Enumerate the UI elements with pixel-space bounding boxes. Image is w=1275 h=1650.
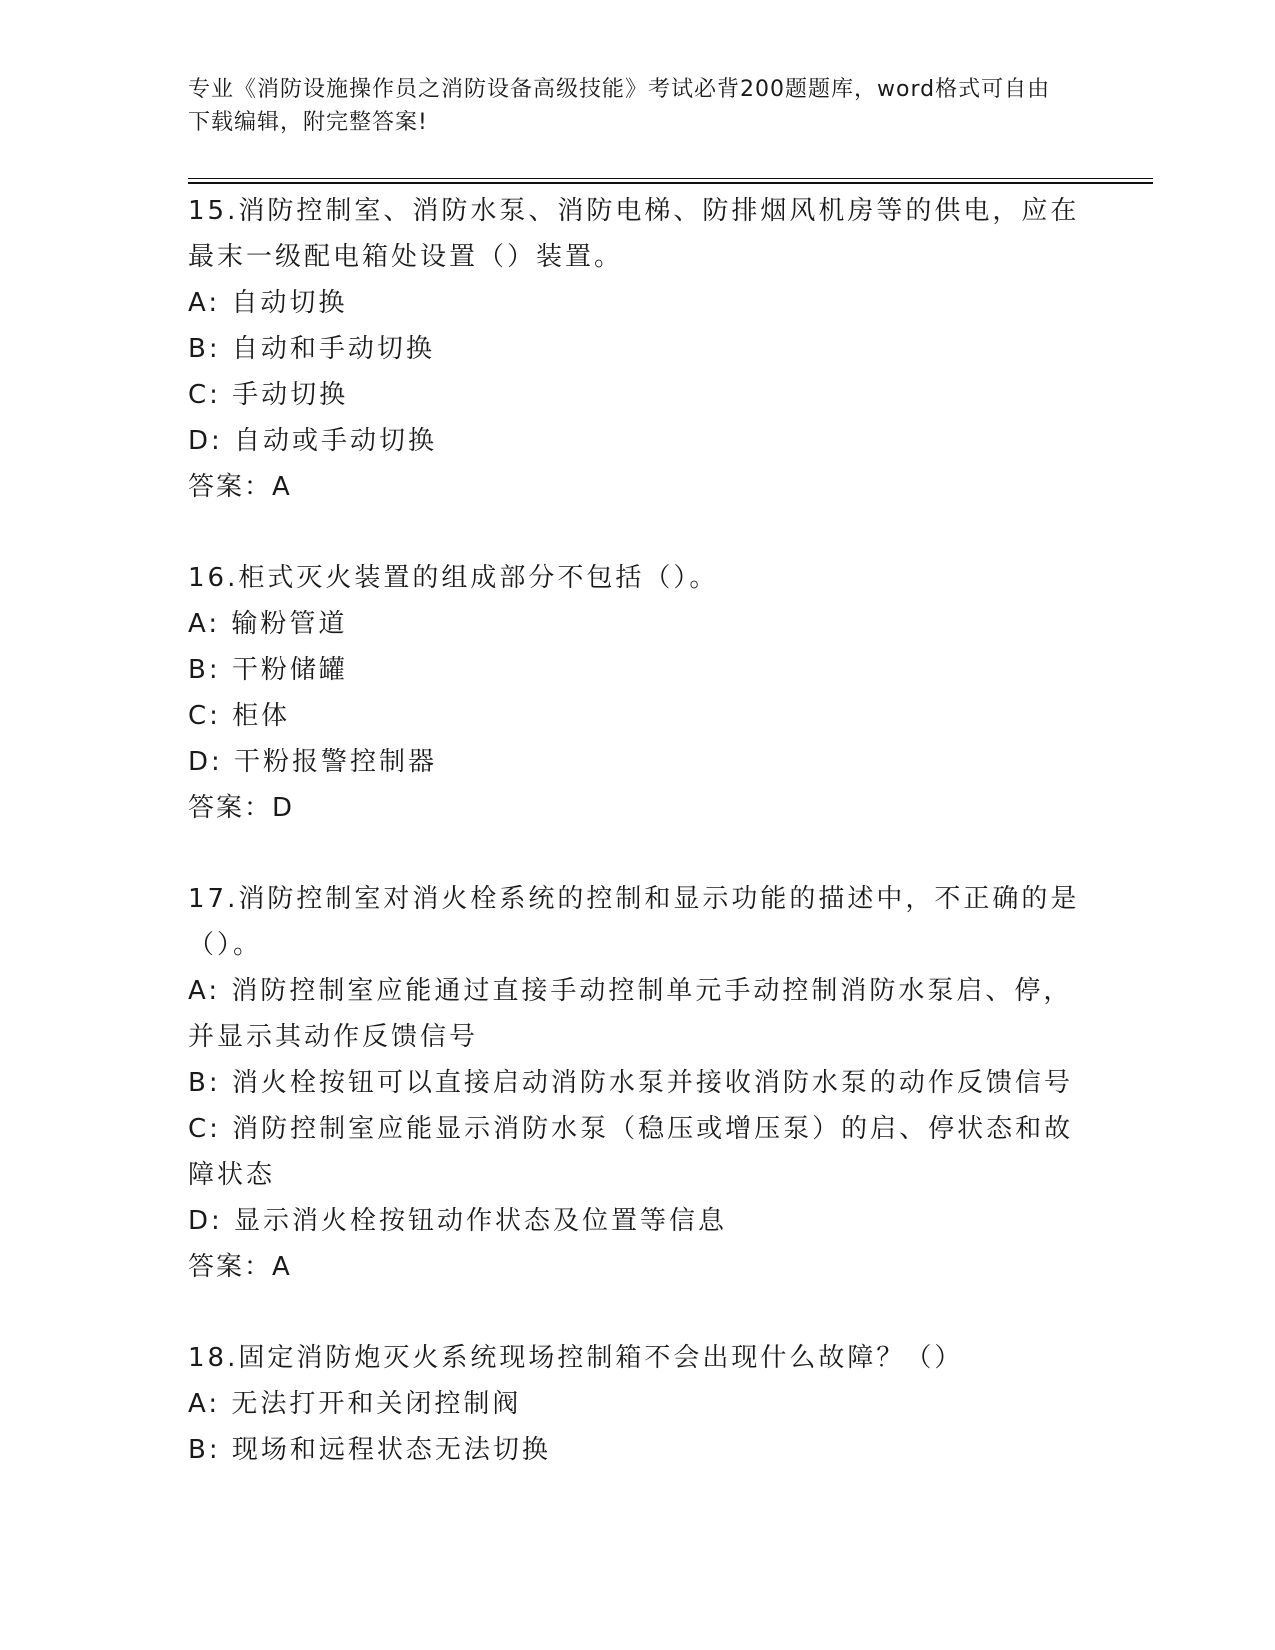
question-18 [188, 1335, 1088, 1473]
option-b: B: 现场和远程状态无法切换 [188, 1435, 551, 1465]
option-b: B: 干粉储罐 [188, 655, 348, 685]
option-c: C: 手动切换 [188, 380, 349, 410]
option-a: A: 输粉管道 [188, 609, 348, 639]
question-stem: 16.柜式灭火装置的组成部分不包括（）。 [188, 563, 719, 593]
option-b: B: 自动和手动切换 [188, 334, 435, 364]
answer: 答案：A [188, 1252, 292, 1282]
question-stem: 15.消防控制室、消防水泵、消防电梯、防排烟风机房等的供电，应在最末一级配电箱处设置（）装置。 [188, 196, 1080, 272]
option-d: D: 自动或手动切换 [188, 426, 438, 456]
option-b: B: 消火栓按钮可以直接启动消防水泵并接收消防水泵的动作反馈信号 [188, 1068, 1073, 1098]
question-list [188, 188, 1088, 1518]
document-header: 专业《消防设施操作员之消防设备高级技能》考试必背200题题库，word格式可自由下载编辑，附完整答案! [188, 77, 1051, 135]
header-divider-thin [188, 178, 1153, 179]
option-a: A: 自动切换 [188, 288, 348, 318]
question-stem: 17.消防控制室对消火栓系统的控制和显示功能的描述中，不正确的是（）。 [188, 884, 1080, 960]
header-divider-thick [188, 182, 1153, 184]
answer: 答案：D [188, 793, 295, 823]
question-15 [188, 188, 1088, 510]
option-a: A: 无法打开和关闭控制阀 [188, 1389, 522, 1419]
option-d: D: 显示消火栓按钮动作状态及位置等信息 [188, 1206, 728, 1236]
option-d: D: 干粉报警控制器 [188, 747, 438, 777]
question-stem: 18.固定消防炮灭火系统现场控制箱不会出现什么故障？（） [188, 1343, 964, 1373]
option-c: C: 柜体 [188, 701, 291, 731]
option-c: C: 消防控制室应能显示消防水泵（稳压或增压泵）的启、停状态和故障状态 [188, 1114, 1074, 1190]
question-16 [188, 555, 1088, 831]
question-17 [188, 876, 1088, 1290]
answer: 答案：A [188, 472, 292, 502]
option-a: A: 消防控制室应能通过直接手动控制单元手动控制消防水泵启、停，并显示其动作反馈信号 [188, 976, 1073, 1052]
